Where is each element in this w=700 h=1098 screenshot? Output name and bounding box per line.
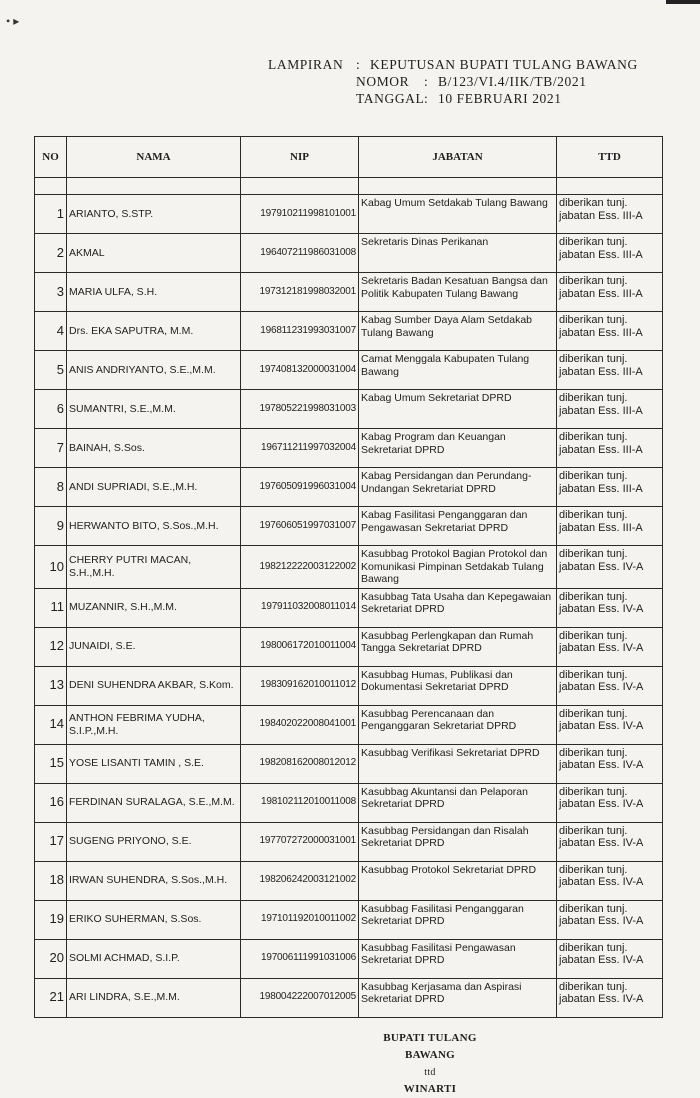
cell-ttd: diberikan tunj. jabatan Ess. IV-A — [557, 546, 663, 589]
cell-ttd: diberikan tunj. jabatan Ess. IV-A — [557, 744, 663, 783]
header-nip: NIP — [241, 137, 359, 178]
table-row — [35, 390, 663, 429]
table-row — [35, 822, 663, 861]
table-row — [35, 468, 663, 507]
cell-ttd: diberikan tunj. jabatan Ess. III-A — [557, 312, 663, 351]
cell-ttd: diberikan tunj. jabatan Ess. IV-A — [557, 822, 663, 861]
cell-nip: 198208162008012012 — [241, 744, 359, 783]
cell-nip: 196811231993031007 — [241, 312, 359, 351]
cell-nama: Drs. EKA SAPUTRA, M.M. — [67, 312, 241, 351]
cell-no: 11 — [35, 588, 67, 627]
cell-ttd: diberikan tunj. jabatan Ess. III-A — [557, 468, 663, 507]
cell-nip: 198212222003122002 — [241, 546, 359, 589]
cell-nama: FERDINAN SURALAGA, S.E.,M.M. — [67, 783, 241, 822]
spacer-cell — [557, 178, 663, 195]
cell-nip: 197805221998031003 — [241, 390, 359, 429]
cell-ttd: diberikan tunj. jabatan Ess. III-A — [557, 273, 663, 312]
cell-no: 9 — [35, 507, 67, 546]
cell-no: 21 — [35, 978, 67, 1017]
cell-jabatan: Kabag Umum Sekretariat DPRD — [359, 390, 557, 429]
table-spacer-row — [35, 178, 663, 195]
cell-nip: 198102112010011008 — [241, 783, 359, 822]
spacer-cell — [241, 178, 359, 195]
cell-ttd: diberikan tunj. jabatan Ess. IV-A — [557, 666, 663, 705]
cell-jabatan: Kasubbag Fasilitasi Pengawasan Sekretariat DPRD — [359, 939, 557, 978]
cell-nip: 197910211998101001 — [241, 195, 359, 234]
tanggal-sep: : — [424, 91, 429, 106]
cell-nama: CHERRY PUTRI MACAN, S.H.,M.H. — [67, 546, 241, 589]
cell-ttd: diberikan tunj. jabatan Ess. IV-A — [557, 978, 663, 1017]
table-row — [35, 627, 663, 666]
cell-nama: AKMAL — [67, 234, 241, 273]
cell-no: 8 — [35, 468, 67, 507]
tanggal-label: TANGGAL — [356, 91, 425, 106]
cell-ttd: diberikan tunj. jabatan Ess. IV-A — [557, 900, 663, 939]
table-row — [35, 588, 663, 627]
cell-no: 3 — [35, 273, 67, 312]
cell-ttd: diberikan tunj. jabatan Ess. IV-A — [557, 783, 663, 822]
cell-jabatan: Kasubbag Persidangan dan Risalah Sekretariat DPRD — [359, 822, 557, 861]
cell-nama: MUZANNIR, S.H.,M.M. — [67, 588, 241, 627]
cell-nip: 197312181998032001 — [241, 273, 359, 312]
cell-ttd: diberikan tunj. jabatan Ess. III-A — [557, 390, 663, 429]
signature-title: BUPATI TULANG BAWANG — [383, 1032, 477, 1061]
cell-nip: 198309162010011012 — [241, 666, 359, 705]
spacer-cell — [359, 178, 557, 195]
cell-jabatan: Kasubbag Kerjasama dan Aspirasi Sekretariat DPRD — [359, 978, 557, 1017]
table-row — [35, 273, 663, 312]
cell-jabatan: Kasubbag Humas, Publikasi dan Dokumentasi Sekretariat DPRD — [359, 666, 557, 705]
signature-ttd: ttd — [424, 1067, 436, 1078]
cell-nip: 197101192010011002 — [241, 900, 359, 939]
cell-ttd: diberikan tunj. jabatan Ess. IV-A — [557, 705, 663, 744]
cell-jabatan: Kasubbag Perencanaan dan Penganggaran Sekretariat DPRD — [359, 705, 557, 744]
cell-nama: JUNAIDI, S.E. — [67, 627, 241, 666]
cell-no: 6 — [35, 390, 67, 429]
signature-name: WINARTI — [403, 1083, 457, 1095]
cell-ttd: diberikan tunj. jabatan Ess. IV-A — [557, 627, 663, 666]
table-row — [35, 546, 663, 589]
table-header-row — [35, 137, 663, 178]
cell-jabatan: Kabag Persidangan dan Perundang-Undangan Sekretariat DPRD — [359, 468, 557, 507]
cell-no: 16 — [35, 783, 67, 822]
table-row — [35, 666, 663, 705]
cell-nip: 197707272000031001 — [241, 822, 359, 861]
cell-nip: 196407211986031008 — [241, 234, 359, 273]
cell-jabatan: Kasubbag Fasilitasi Penganggaran Sekretariat DPRD — [359, 900, 557, 939]
cell-jabatan: Kasubbag Protokol Sekretariat DPRD — [359, 861, 557, 900]
cell-nama: ANTHON FEBRIMA YUDHA, S.I.P.,M.H. — [67, 705, 241, 744]
cell-nama: YOSE LISANTI TAMIN , S.E. — [67, 744, 241, 783]
cell-nip: 197911032008011014 — [241, 588, 359, 627]
corner-bar — [666, 0, 700, 4]
cell-jabatan: Camat Menggala Kabupaten Tulang Bawang — [359, 351, 557, 390]
nomor-sep: : — [424, 74, 429, 89]
cell-nama: SOLMI ACHMAD, S.I.P. — [67, 939, 241, 978]
officials-table — [34, 136, 663, 1018]
lampiran-label: LAMPIRAN — [268, 57, 344, 72]
cell-jabatan: Kasubbag Verifikasi Sekretariat DPRD — [359, 744, 557, 783]
cell-ttd: diberikan tunj. jabatan Ess. III-A — [557, 429, 663, 468]
cell-nip: 197006111991031006 — [241, 939, 359, 978]
nomor-label: NOMOR — [356, 74, 410, 89]
table-row — [35, 900, 663, 939]
spacer-cell — [35, 178, 67, 195]
cell-jabatan: Sekretaris Dinas Perikanan — [359, 234, 557, 273]
cell-nip: 197408132000031004 — [241, 351, 359, 390]
cell-no: 2 — [35, 234, 67, 273]
cell-jabatan: Kasubbag Perlengkapan dan Rumah Tangga Sekretariat DPRD — [359, 627, 557, 666]
cell-ttd: diberikan tunj. jabatan Ess. III-A — [557, 195, 663, 234]
header-tanggal-row — [268, 90, 638, 107]
table-row — [35, 234, 663, 273]
cell-nama: ANIS ANDRIYANTO, S.E.,M.M. — [67, 351, 241, 390]
corner-mark: • ▸ — [6, 14, 20, 28]
cell-no: 19 — [35, 900, 67, 939]
table-row — [35, 351, 663, 390]
header-no: NO — [35, 137, 67, 178]
cell-nip: 198006172010011004 — [241, 627, 359, 666]
cell-jabatan: Kabag Fasilitasi Penganggaran dan Pengawasan Sekretariat DPRD — [359, 507, 557, 546]
cell-nama: HERWANTO BITO, S.Sos.,M.H. — [67, 507, 241, 546]
header-jabatan: JABATAN — [359, 137, 557, 178]
cell-no: 18 — [35, 861, 67, 900]
cell-no: 12 — [35, 627, 67, 666]
cell-no: 4 — [35, 312, 67, 351]
header-lampiran-row — [268, 56, 638, 73]
tanggal-value: 10 FEBRUARI 2021 — [438, 91, 562, 106]
cell-no: 10 — [35, 546, 67, 589]
cell-no: 20 — [35, 939, 67, 978]
cell-nama: ARIANTO, S.STP. — [67, 195, 241, 234]
cell-jabatan: Kasubbag Akuntansi dan Pelaporan Sekretariat DPRD — [359, 783, 557, 822]
cell-nama: ANDI SUPRIADI, S.E.,M.H. — [67, 468, 241, 507]
table-row — [35, 507, 663, 546]
document-header — [268, 56, 638, 107]
cell-no: 1 — [35, 195, 67, 234]
cell-ttd: diberikan tunj. jabatan Ess. IV-A — [557, 588, 663, 627]
nomor-value: B/123/VI.4/IIK/TB/2021 — [438, 74, 587, 89]
cell-nip: 196711211997032004 — [241, 429, 359, 468]
table-row — [35, 312, 663, 351]
signature-block — [360, 1030, 500, 1098]
cell-no: 15 — [35, 744, 67, 783]
table-row — [35, 705, 663, 744]
spacer-cell — [67, 178, 241, 195]
cell-no: 14 — [35, 705, 67, 744]
cell-nama: IRWAN SUHENDRA, S.Sos.,M.H. — [67, 861, 241, 900]
cell-jabatan: Kabag Sumber Daya Alam Setdakab Tulang Bawang — [359, 312, 557, 351]
cell-no: 17 — [35, 822, 67, 861]
cell-ttd: diberikan tunj. jabatan Ess. IV-A — [557, 861, 663, 900]
cell-jabatan: Kabag Umum Setdakab Tulang Bawang — [359, 195, 557, 234]
cell-nip: 198402022008041001 — [241, 705, 359, 744]
cell-nama: SUGENG PRIYONO, S.E. — [67, 822, 241, 861]
cell-no: 13 — [35, 666, 67, 705]
table-row — [35, 429, 663, 468]
cell-nama: BAINAH, S.Sos. — [67, 429, 241, 468]
table-row — [35, 195, 663, 234]
lampiran-sep: : — [356, 57, 361, 72]
cell-ttd: diberikan tunj. jabatan Ess. IV-A — [557, 939, 663, 978]
cell-nama: ARI LINDRA, S.E.,M.M. — [67, 978, 241, 1017]
cell-ttd: diberikan tunj. jabatan Ess. III-A — [557, 351, 663, 390]
header-nomor-row — [268, 73, 638, 90]
cell-jabatan: Kasubbag Protokol Bagian Protokol dan Komunikasi Pimpinan Setdakab Tulang Bawang — [359, 546, 557, 589]
cell-nip: 197605091996031004 — [241, 468, 359, 507]
cell-ttd: diberikan tunj. jabatan Ess. III-A — [557, 234, 663, 273]
table-row — [35, 939, 663, 978]
cell-no: 7 — [35, 429, 67, 468]
cell-ttd: diberikan tunj. jabatan Ess. III-A — [557, 507, 663, 546]
table-row — [35, 861, 663, 900]
table-row — [35, 783, 663, 822]
cell-nama: DENI SUHENDRA AKBAR, S.Kom. — [67, 666, 241, 705]
cell-jabatan: Kabag Program dan Keuangan Sekretariat DPRD — [359, 429, 557, 468]
cell-jabatan: Kasubbag Tata Usaha dan Kepegawaian Sekretariat DPRD — [359, 588, 557, 627]
cell-jabatan: Sekretaris Badan Kesatuan Bangsa dan Politik Kabupaten Tulang Bawang — [359, 273, 557, 312]
cell-nip: 197606051997031007 — [241, 507, 359, 546]
cell-nip: 198004222007012005 — [241, 978, 359, 1017]
header-ttd: TTD — [557, 137, 663, 178]
cell-nama: MARIA ULFA, S.H. — [67, 273, 241, 312]
cell-nip: 198206242003121002 — [241, 861, 359, 900]
cell-no: 5 — [35, 351, 67, 390]
cell-nama: SUMANTRI, S.E.,M.M. — [67, 390, 241, 429]
table-row — [35, 744, 663, 783]
cell-nama: ERIKO SUHERMAN, S.Sos. — [67, 900, 241, 939]
table-row — [35, 978, 663, 1017]
lampiran-value: KEPUTUSAN BUPATI TULANG BAWANG — [370, 57, 638, 72]
header-nama: NAMA — [67, 137, 241, 178]
